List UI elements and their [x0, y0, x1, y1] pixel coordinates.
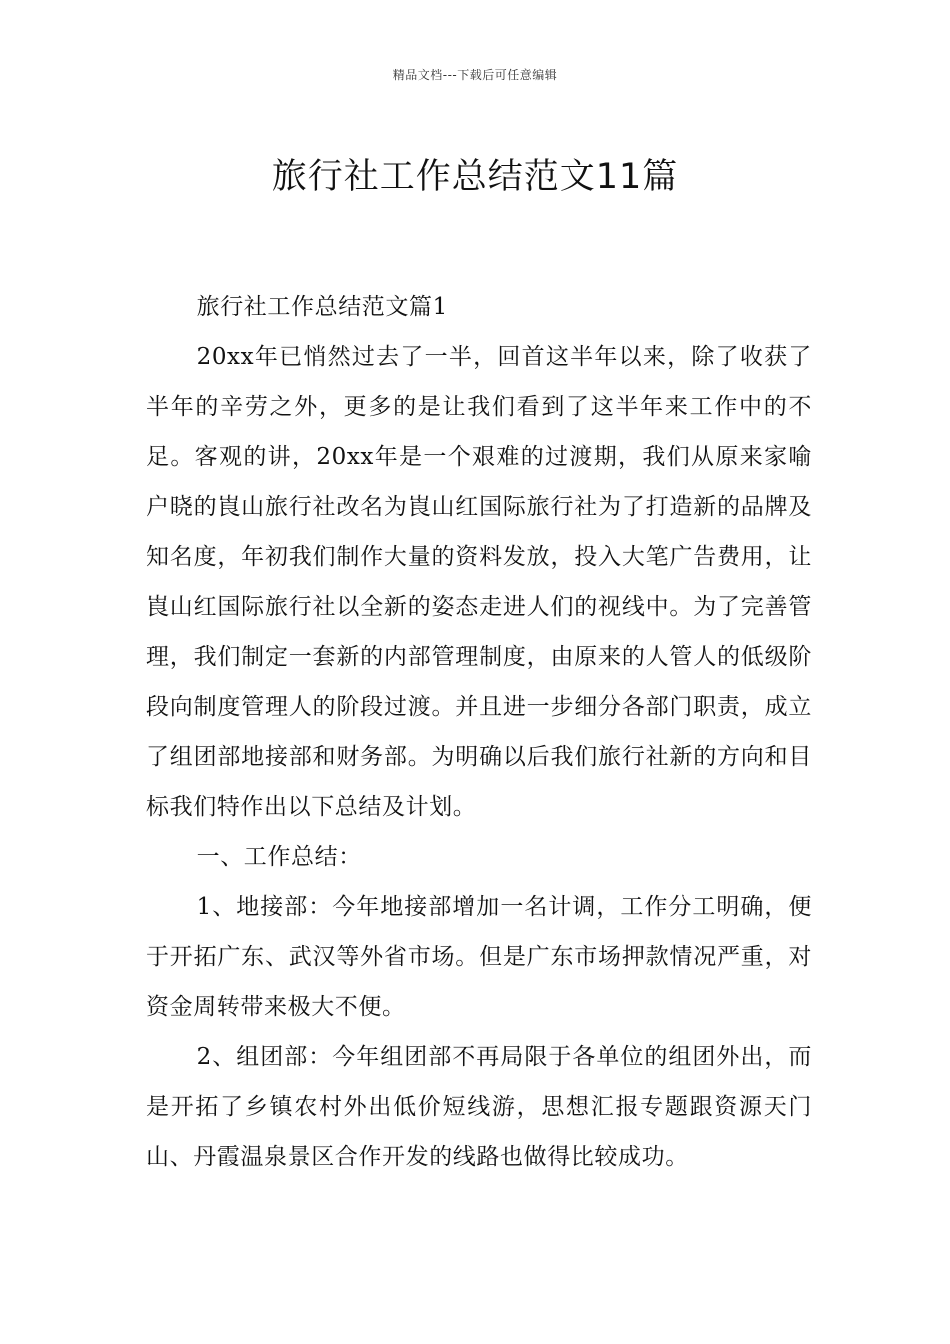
tour-group-paragraph: 2、组团部：今年组团部不再局限于各单位的组团外出，而是开拓了乡镇农村外出低价短线游，思想汇报专题跟资源天门山、丹霞温泉景区合作开发的线路也做得比较成功。	[146, 1044, 812, 1170]
local-reception-paragraph: 1、地接部：今年地接部增加一名计调，工作分工明确，便于开拓广东、武汉等外省市场。但是广东市场押款情况严重，对资金周转带来极大不便。	[146, 894, 812, 1020]
work-summary-heading: 一、工作总结：	[196, 844, 362, 870]
section-heading: 旅行社工作总结范文篇1	[196, 294, 448, 320]
document-title: 旅行社工作总结范文11篇	[271, 157, 679, 198]
page-header-note: 精品文档---下载后可任意编辑	[392, 68, 558, 82]
document-body	[146, 282, 812, 1182]
intro-paragraph: 20xx年已悄然过去了一半，回首这半年以来，除了收获了半年的辛劳之外，更多的是让我们看到了这半年来工作中的不足。客观的讲，20xx年是一个艰难的过渡期，我们从原来家喻户晓的崀山旅行社改名为崀山红国际旅行社为了打造新的品牌及知名度，年初我们制作大量的资料发放，投入大笔广告费用，让崀山红国际旅行社以全新的姿态走进人们的视线中。为了完善管理，我们制定一套新的内部管理制度，由原来的人管人的低级阶段向制度管理人的阶段过渡。并且进一步细分各部门职责，成立了组团部地接部和财务部。为明确以后我们旅行社新的方向和目标我们特作出以下总结及计划。	[146, 344, 812, 820]
